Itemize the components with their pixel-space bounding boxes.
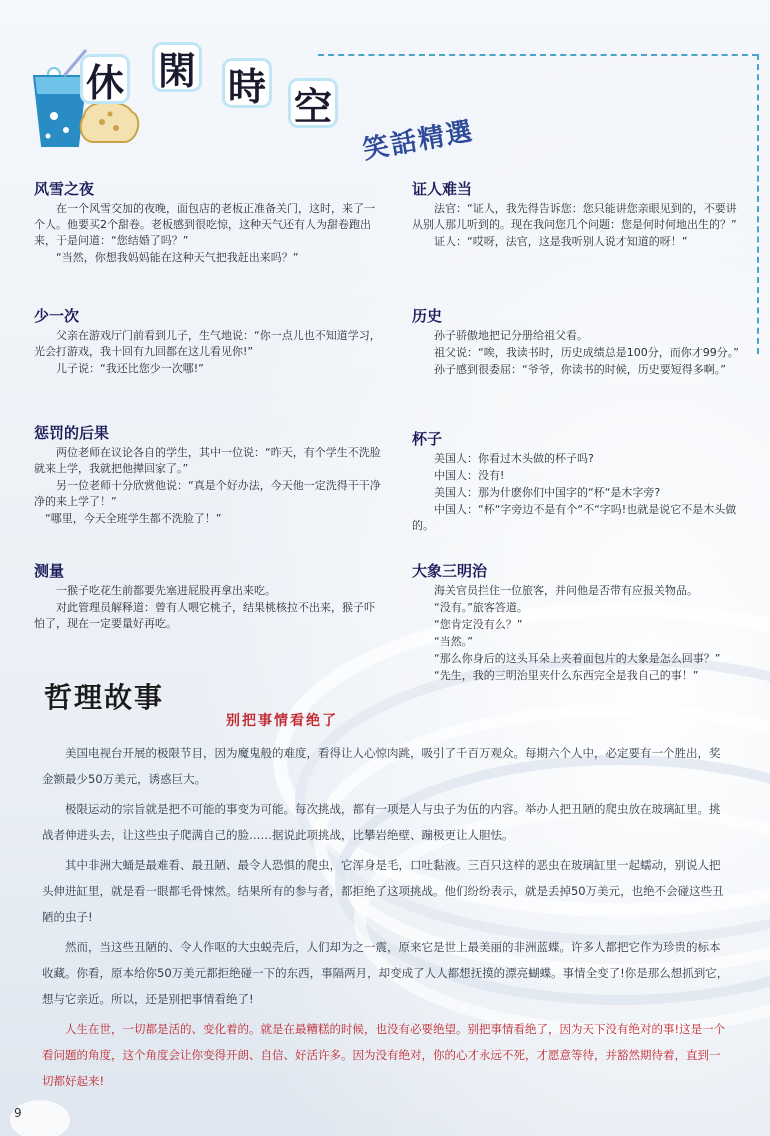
page-number: 9 bbox=[14, 1106, 22, 1120]
joke-paragraph: 祖父说：“唉，我读书时，历史成绩总是100分，而你才99分。” bbox=[434, 346, 739, 359]
joke-paragraph: “当然，你想我妈妈能在这种天气把我赶出来吗？” bbox=[56, 251, 299, 264]
joke-paragraph: 美国人：那为什麽你们中国字的“杯“是木字旁? bbox=[434, 486, 661, 499]
title-char-3: 時 bbox=[222, 58, 272, 108]
story-paragraph: 极限运动的宗旨就是把不可能的事变为可能。每次挑战，都有一项是人与虫子为伍的内容。举办人把丑陋的爬虫放在玻璃缸里。挑战者伸进头去，让这些虫子爬满自己的脸……据说此项挑战，比攀岩绝壁、蹦极更让人胆怯。 bbox=[42, 802, 721, 842]
joke-paragraph: 两位老师在议论各自的学生，其中一位说：“昨天，有个学生不洗脸就来上学，我就把他撵回家了。” bbox=[34, 446, 381, 475]
joke-paragraph: “那么你身后的这头耳朵上夹着面包片的大象是怎么回事？” bbox=[434, 652, 721, 665]
joke-paragraph: 另一位老师十分欣赏他说：“真是个好办法，今天他一定洗得干干净净的来上学了！” bbox=[34, 479, 381, 508]
joke-paragraph: 在一个风雪交加的夜晚，面包店的老板正准备关门，这时，来了一个人。他要买2个甜卷。老板感到很吃惊，这种天气还有人为甜卷跑出来，于是问道：“您结婚了吗？” bbox=[34, 202, 375, 247]
joke-block bbox=[34, 305, 384, 378]
joke-block bbox=[34, 422, 384, 528]
story-section-title: 哲理故事 bbox=[44, 681, 165, 714]
joke-title: 风雪之夜 bbox=[34, 180, 95, 198]
joke-block bbox=[412, 178, 742, 251]
joke-title: 大象三明治 bbox=[412, 562, 488, 580]
joke-paragraph: 美国人：你看过木头做的杯子吗? bbox=[434, 452, 594, 465]
joke-block bbox=[412, 305, 742, 379]
title-char-2: 閑 bbox=[152, 42, 202, 92]
joke-title: 惩罚的后果 bbox=[34, 424, 110, 442]
joke-paragraph: 法官：“证人，我先得告诉您：您只能讲您亲眼见到的，不要讲从别人那儿听到的。现在我问您几个问题：您是何时何地出生的？” bbox=[412, 202, 737, 231]
section-subtitle: 笑話精選 bbox=[360, 116, 477, 166]
title-char-1: 休 bbox=[80, 54, 130, 104]
joke-paragraph: 对此管理员解释道：曾有人喂它桃子，结果桃核拉不出来，猴子吓怕了，现在一定要量好再吃。 bbox=[34, 601, 375, 630]
joke-block bbox=[34, 178, 384, 267]
section-header bbox=[0, 0, 770, 175]
story-conclusion-paragraph: 人生在世，一切都是活的、变化着的。就是在最糟糕的时候，也没有必要绝望。别把事情看绝了，因为天下没有绝对的事!这是一个看问题的角度，这个角度会让你变得开朗、自信、好活许多。因为没有绝对，你的心才永远不死，才愿意等待，并豁然期待着，直到一切都好起来! bbox=[42, 1022, 726, 1088]
joke-paragraph: 证人：“哎呀，法官，这是我听别人说才知道的呀！” bbox=[434, 235, 688, 248]
story-paragraph: 其中非洲大蛹是最难看、最丑陋、最令人恐惧的爬虫，它浑身是毛，口吐黏液。三百只这样的恶虫在玻璃缸里一起蠕动，别说人把头伸进缸里，就是看一眼都毛骨悚然。结果所有的参与者，都拒绝了这项挑战。他们纷纷表示，就是丢掉50万美元，也绝不会碰这些丑陋的虫子! bbox=[42, 858, 724, 924]
story-paragraph: 然而，当这些丑陋的、令人作呕的大虫蜕壳后，人们却为之一震，原来它是世上最美丽的非洲蓝蝶。许多人都把它作为珍贵的标本收藏。你看，原本给你50万美元都拒绝碰一下的东西，事隔两月，却变成了人人都想抚摸的漂亮蝴蝶。事情全变了!你是那么想抓到它，想与它亲近。所以，还是别把事情看绝了! bbox=[42, 940, 729, 1006]
joke-paragraph: 父亲在游戏厅门前看到儿子，生气地说：“你一点儿也不知道学习，光会打游戏，我十回有九回都在这儿看见你!” bbox=[34, 329, 381, 358]
joke-block bbox=[412, 428, 742, 535]
joke-paragraph: 海关官员拦住一位旅客，并问他是否带有应报关物品。 bbox=[434, 584, 698, 597]
joke-title: 少一次 bbox=[34, 307, 80, 325]
story-paragraph: 美国电视台开展的极限节目，因为魔鬼般的难度，看得让人心惊肉跳，吸引了千百万观众。每期六个人中，必定要有一个胜出，奖金额最少50万美元，诱惑巨大。 bbox=[42, 746, 721, 786]
story-body bbox=[42, 740, 730, 1098]
joke-paragraph: 中国人：没有! bbox=[434, 469, 505, 482]
joke-paragraph: “当然。” bbox=[434, 635, 473, 648]
story-title: 别把事情看绝了 bbox=[226, 713, 338, 729]
joke-paragraph: 中国人：“杯“字旁边不是有个“不“字吗!也就是说它不是木头做的。 bbox=[412, 503, 737, 532]
joke-paragraph: “哪里，今天全班学生都不洗脸了！” bbox=[45, 512, 222, 525]
joke-title: 证人难当 bbox=[412, 180, 473, 198]
joke-block bbox=[412, 560, 742, 685]
joke-title: 杯子 bbox=[412, 430, 443, 448]
joke-paragraph: 儿子说：“我还比您少一次哪!” bbox=[56, 362, 204, 375]
joke-paragraph: “您肯定没有么？” bbox=[434, 618, 523, 631]
dashed-border-right bbox=[757, 54, 759, 354]
joke-paragraph: “先生，我的三明治里夹什么东西完全是我自己的事！” bbox=[434, 669, 699, 682]
joke-paragraph: 一猴子吃花生前都要先塞进屁股再拿出来吃。 bbox=[56, 584, 276, 597]
joke-title: 历史 bbox=[412, 307, 443, 325]
joke-paragraph: “没有。”旅客答道。 bbox=[434, 601, 528, 614]
joke-paragraph: 孙子骄傲地把记分册给祖父看。 bbox=[434, 329, 588, 342]
joke-block bbox=[34, 560, 384, 633]
title-char-4: 空 bbox=[288, 78, 338, 128]
dashed-border-top bbox=[318, 54, 758, 56]
joke-paragraph: 孙子感到很委屈：“爷爷，你读书的时候，历史要短得多啊。” bbox=[434, 363, 726, 376]
joke-title: 测量 bbox=[34, 562, 65, 580]
